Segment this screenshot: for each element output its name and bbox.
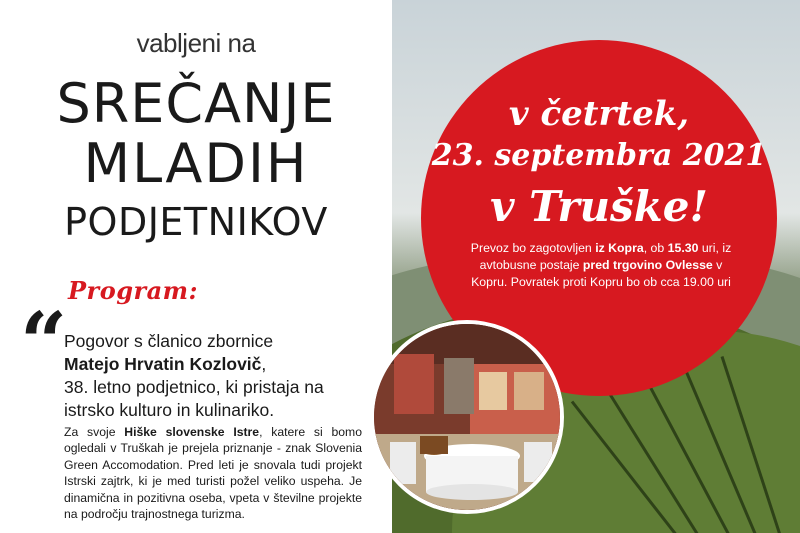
invite-text: vabljeni na [136, 28, 256, 58]
event-place: v Truške! [490, 182, 708, 231]
transport-info: Prevoz bo zagotovljen iz Kopra, ob 15.30 uri, iz avtobusne postaje pred trgovino Ovlesse v Kopru. Povratek proti Kopru bo ob cca 19.00 uri [470, 241, 732, 289]
restaurant-interior-image [374, 324, 560, 510]
restaurant-photo [370, 320, 564, 514]
program-heading: Program: [68, 276, 198, 305]
title-line-2: MLADIH [83, 132, 309, 195]
event-day: v četrtek, [508, 94, 690, 134]
title-line-3: PODJETNIKOV [64, 200, 328, 244]
quote-mark-icon: “ [20, 295, 68, 391]
title-line-1: SREČANJE [56, 72, 336, 135]
quote-text: Pogovor s članico zbornice Matejo Hrvatin Kozlovič, 38. letno podjetnico, ki pristaja na istrsko kulturo in kulinariko. [64, 331, 324, 420]
body-paragraph: Za svoje Hiške slovenske Istre, katere si bomo ogledali v Truškah je prejela priznanje - znak Slovenia Green Accomodation. Pred leti je snovala tudi projekt Istrski zajtrk, ki je med turisti požel veliko uspeha. Je dinamična in pozitivna oseba, vpeta v številne projekte na področju trajnostnega turizma. [64, 425, 362, 522]
event-date: 23. septembra 2021 [431, 138, 767, 173]
